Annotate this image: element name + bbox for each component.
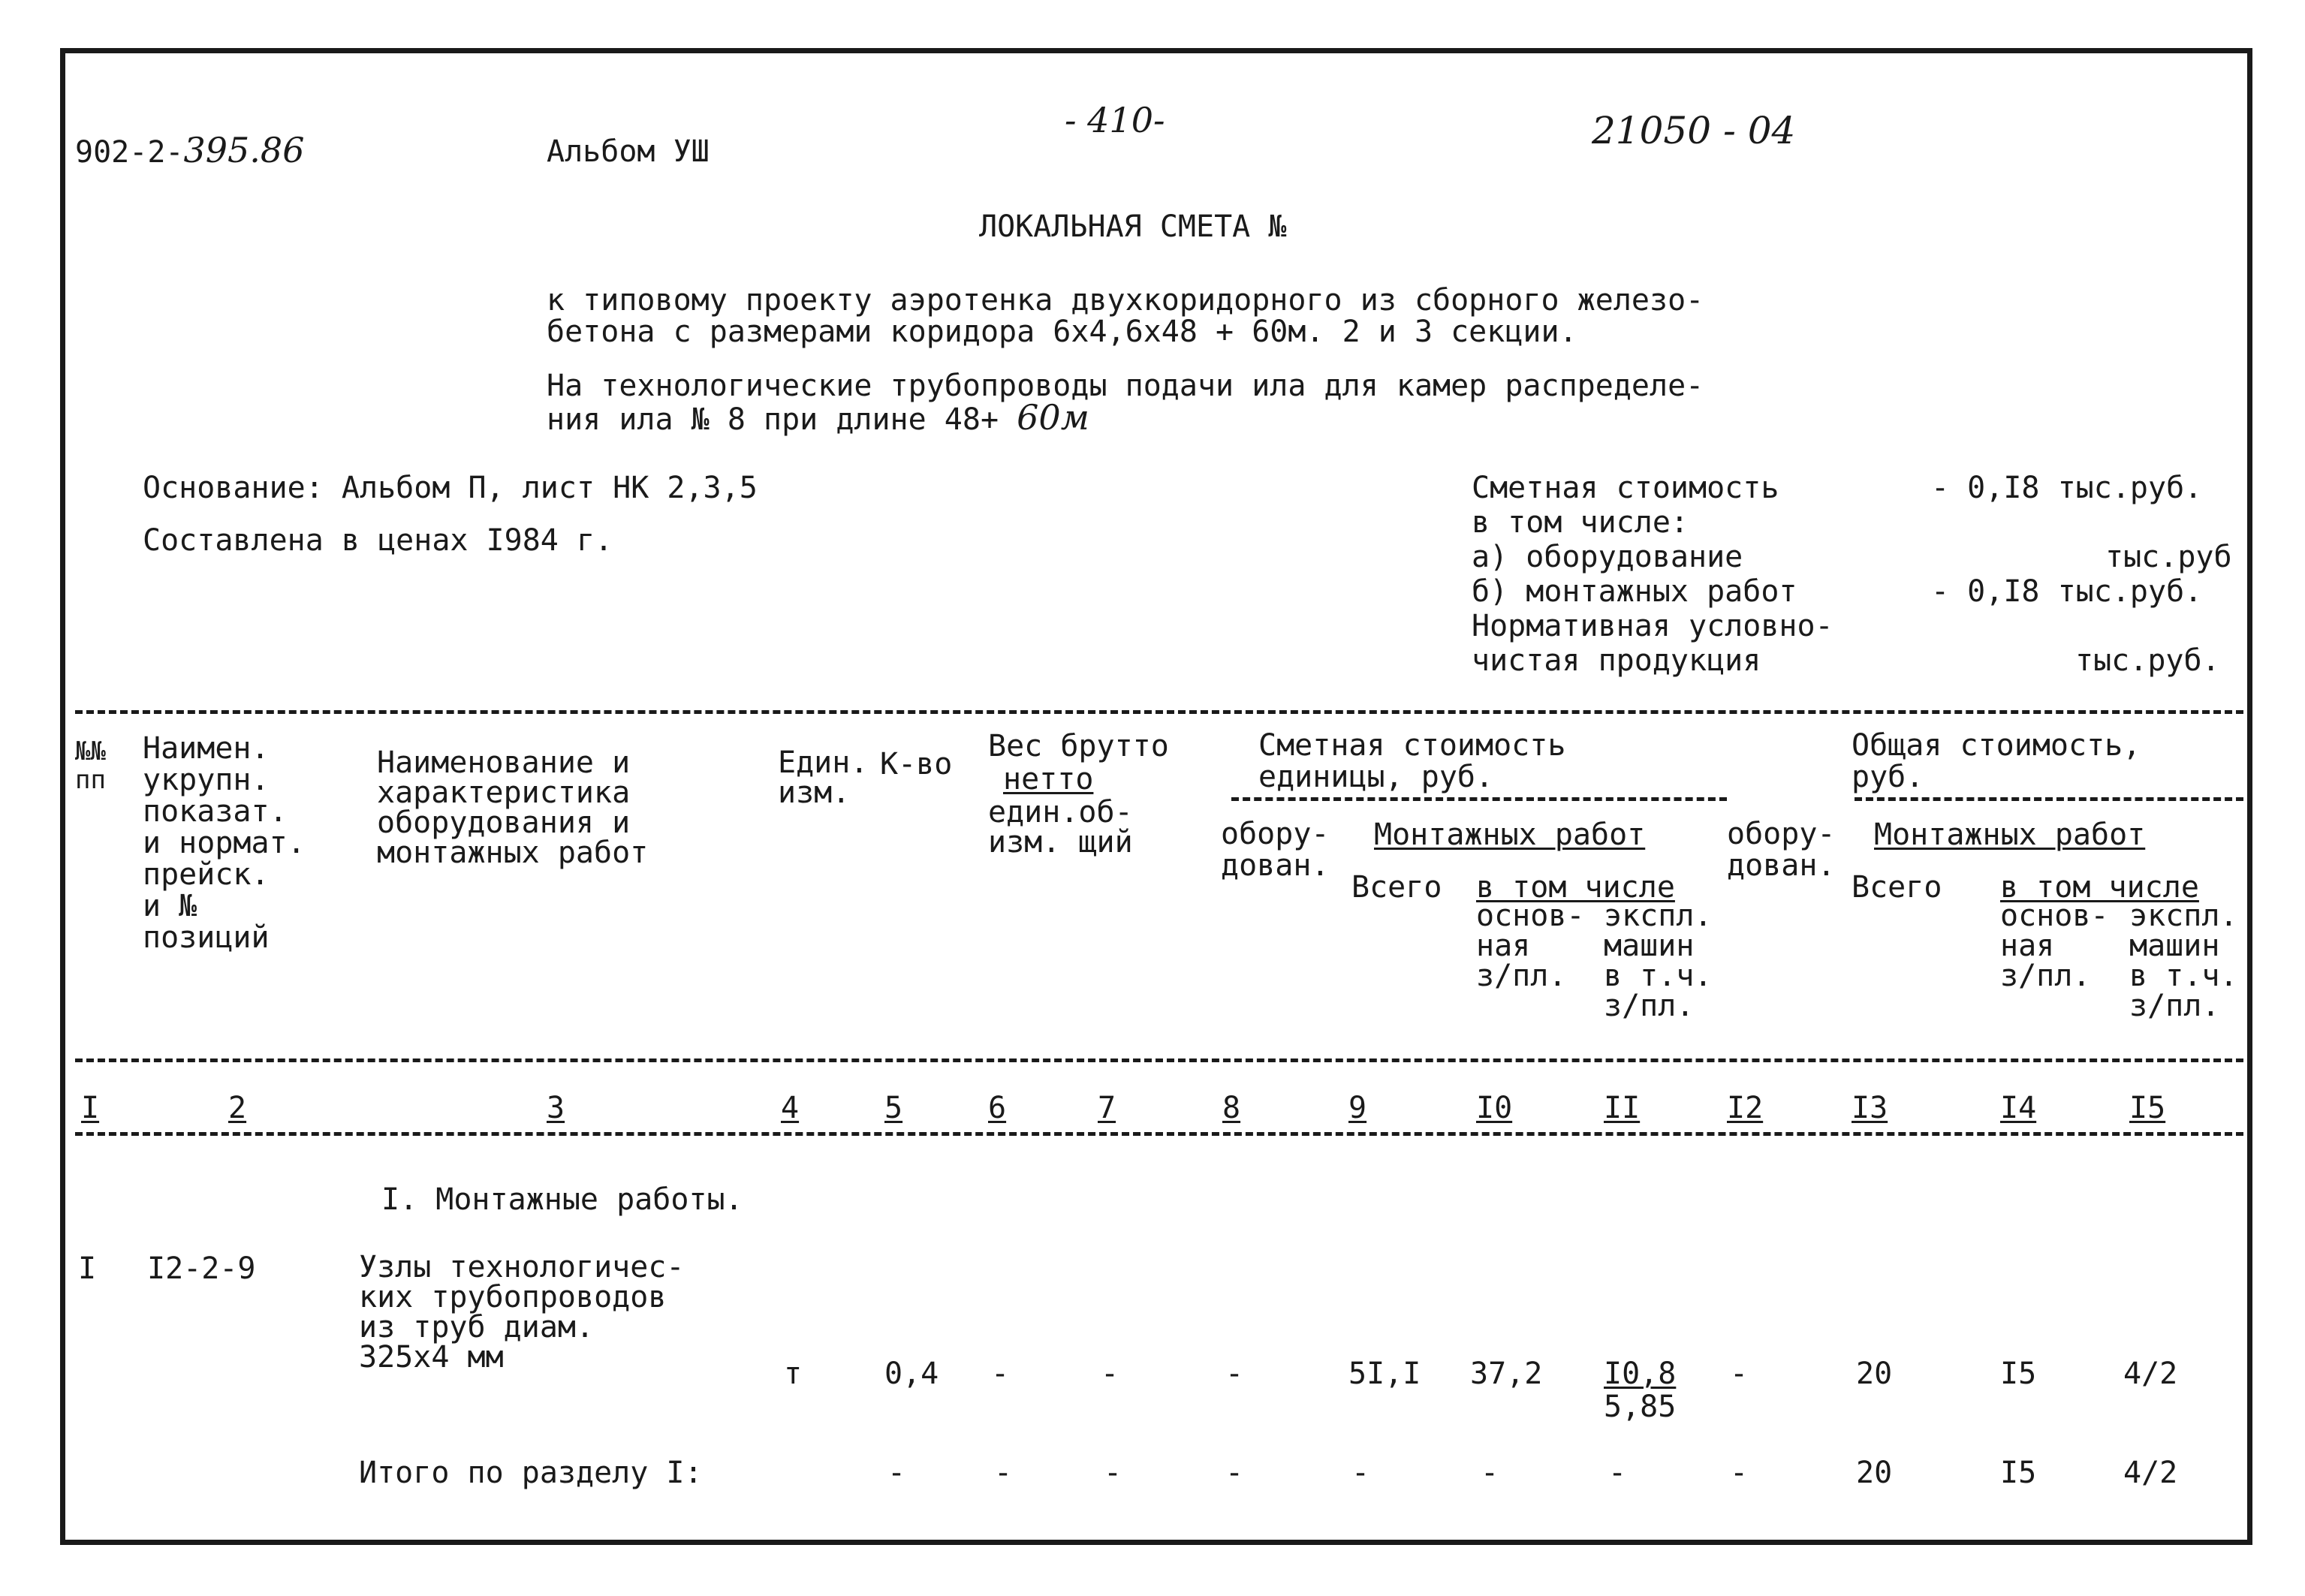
section-total-col-12: - bbox=[1730, 1456, 1749, 1490]
section-total-col-5: - bbox=[887, 1456, 906, 1490]
intro-line-1: к типовому проекту аэротенка двухкоридорного из сборного железо- bbox=[547, 283, 1704, 318]
document-title: ЛОКАЛЬНАЯ СМЕТА № bbox=[979, 209, 1287, 244]
col-number-4: 4 bbox=[781, 1091, 800, 1125]
divider-column-numbers bbox=[75, 1132, 2243, 1136]
section-total-col-8: - bbox=[1225, 1456, 1244, 1490]
row-qty: 0,4 bbox=[884, 1357, 939, 1391]
col-number-1: I bbox=[81, 1091, 100, 1125]
cost-value-installation: - 0,I8 тыс.руб. bbox=[1931, 574, 2203, 609]
cost-value-estimated: - 0,I8 тыс.руб. bbox=[1931, 471, 2203, 505]
col-number-5: 5 bbox=[884, 1091, 903, 1125]
row-col-11-wage: 5,85 bbox=[1604, 1390, 1677, 1424]
project-code: 902-2-395.86 bbox=[75, 130, 305, 170]
row-name: Узлы технологичес- ких трубопроводов из труб диам. 325х4 мм bbox=[359, 1250, 685, 1375]
col-header-total-machines: экспл. машин в т.ч. з/пл. bbox=[2129, 899, 2238, 1023]
divider-top bbox=[75, 710, 2243, 714]
price-level-line: Составлена в ценах I984 г. bbox=[143, 523, 613, 558]
col-header-weight-units: един.об- изм. щий bbox=[988, 795, 1133, 860]
row-code: I2-2-9 bbox=[147, 1251, 256, 1286]
col-header-total-including: в том числе bbox=[2000, 870, 2199, 905]
col-header-total-installation: Монтажных работ bbox=[1874, 818, 2146, 852]
row-col-9: 5I,I bbox=[1348, 1357, 1421, 1391]
row-col-11-total: I0,8 bbox=[1604, 1357, 1677, 1391]
col-header-name: Наименование и характеристика оборудования и монтажных работ bbox=[377, 745, 649, 870]
row-col-6: - bbox=[991, 1357, 1010, 1391]
row-col-8: - bbox=[1225, 1357, 1244, 1391]
document-number: 21050 - 04 bbox=[1592, 109, 1796, 152]
divider-total-cost bbox=[1855, 797, 2243, 801]
section-total-col-7: - bbox=[1104, 1456, 1122, 1490]
col-number-11: II bbox=[1604, 1091, 1641, 1125]
section-total-col-9: - bbox=[1351, 1456, 1370, 1490]
col-number-12: I2 bbox=[1727, 1091, 1764, 1125]
section-total-col-11: - bbox=[1608, 1456, 1627, 1490]
cost-value-net-product: тыс.руб. bbox=[2075, 643, 2220, 678]
col-header-total-equipment: обору- дован. bbox=[1727, 817, 1836, 883]
cost-label-net-product: чистая продукция bbox=[1472, 643, 1761, 678]
section-total-col-10: - bbox=[1481, 1456, 1499, 1490]
col-header-number: №№ пп bbox=[75, 736, 106, 795]
row-col-10: 37,2 bbox=[1470, 1357, 1543, 1391]
col-number-13: I3 bbox=[1852, 1091, 1888, 1125]
col-number-6: 6 bbox=[988, 1091, 1007, 1125]
row-col-13: 20 bbox=[1856, 1357, 1893, 1391]
col-group-total-cost: Общая стоимость, руб. bbox=[1852, 728, 2141, 794]
col-number-7: 7 bbox=[1098, 1091, 1116, 1125]
col-header-unit-installation: Монтажных работ bbox=[1374, 818, 1646, 852]
cost-label-estimated: Сметная стоимость bbox=[1472, 471, 1779, 505]
col-header-unit-including: в том числе bbox=[1476, 870, 1675, 905]
col-header-unit-equipment: обору- дован. bbox=[1221, 817, 1330, 883]
section-total-col-14: I5 bbox=[2000, 1456, 2037, 1490]
cost-label-installation: б) монтажных работ bbox=[1472, 574, 1797, 609]
col-number-14: I4 bbox=[2000, 1091, 2037, 1125]
col-header-unit-machines: экспл. машин в т.ч. з/пл. bbox=[1604, 899, 1713, 1023]
cost-label-normative: Нормативная условно- bbox=[1472, 609, 1833, 643]
row-col-15: 4/2 bbox=[2123, 1357, 2178, 1391]
cost-label-equipment: а) оборудование bbox=[1472, 540, 1743, 574]
col-number-10: I0 bbox=[1476, 1091, 1513, 1125]
col-group-unit-cost: Сметная стоимость единицы, руб. bbox=[1258, 728, 1566, 794]
intro-line-2: бетона с размерами коридора 6х4,6х48 + 60м. 2 и 3 секции. bbox=[547, 315, 1577, 349]
col-header-code: Наимен. укрупн. показат. и нормат. прейск. и № позиций bbox=[143, 731, 306, 955]
section-total-col-13: 20 bbox=[1856, 1456, 1893, 1490]
col-header-total-total: Всего bbox=[1852, 870, 1942, 905]
col-header-weight-gross: Вес брутто bbox=[988, 729, 1169, 763]
intro-line-3: На технологические трубопроводы подачи ила для камер распределе- bbox=[547, 369, 1704, 403]
row-number: I bbox=[78, 1251, 97, 1286]
basis-line: Основание: Альбом П, лист НК 2,3,5 bbox=[143, 471, 758, 505]
col-number-8: 8 bbox=[1222, 1091, 1241, 1125]
col-number-2: 2 bbox=[228, 1091, 247, 1125]
col-header-unit-base-wage: основ- ная з/пл. bbox=[1476, 899, 1585, 993]
col-number-9: 9 bbox=[1348, 1091, 1367, 1125]
row-col-7: - bbox=[1101, 1357, 1119, 1391]
row-col-14: I5 bbox=[2000, 1357, 2037, 1391]
col-header-total-base-wage: основ- ная з/пл. bbox=[2000, 899, 2109, 993]
page-number: - 410- bbox=[1065, 100, 1165, 140]
album-label: Альбом УШ bbox=[547, 134, 710, 169]
col-header-weight-net: нетто bbox=[1003, 762, 1094, 796]
row-col-12: - bbox=[1730, 1357, 1749, 1391]
cost-label-including: в том числе: bbox=[1472, 505, 1689, 540]
divider-unit-cost bbox=[1231, 797, 1727, 801]
col-header-unit-total: Всего bbox=[1351, 870, 1442, 905]
section-title: I. Монтажные работы. bbox=[381, 1182, 743, 1217]
intro-line-4: ния ила № 8 при длине 48+ 60м bbox=[547, 397, 1089, 438]
section-total-label: Итого по разделу I: bbox=[359, 1456, 703, 1490]
divider-header-bottom bbox=[75, 1058, 2243, 1062]
section-total-col-6: - bbox=[994, 1456, 1013, 1490]
section-total-col-15: 4/2 bbox=[2123, 1456, 2178, 1490]
col-header-qty: К-во bbox=[880, 747, 953, 781]
col-number-3: 3 bbox=[547, 1091, 565, 1125]
col-number-15: I5 bbox=[2129, 1091, 2166, 1125]
col-header-unit: Един. изм. bbox=[778, 745, 869, 810]
row-unit: т bbox=[784, 1357, 803, 1391]
cost-value-equipment: тыс.руб bbox=[2105, 540, 2232, 574]
